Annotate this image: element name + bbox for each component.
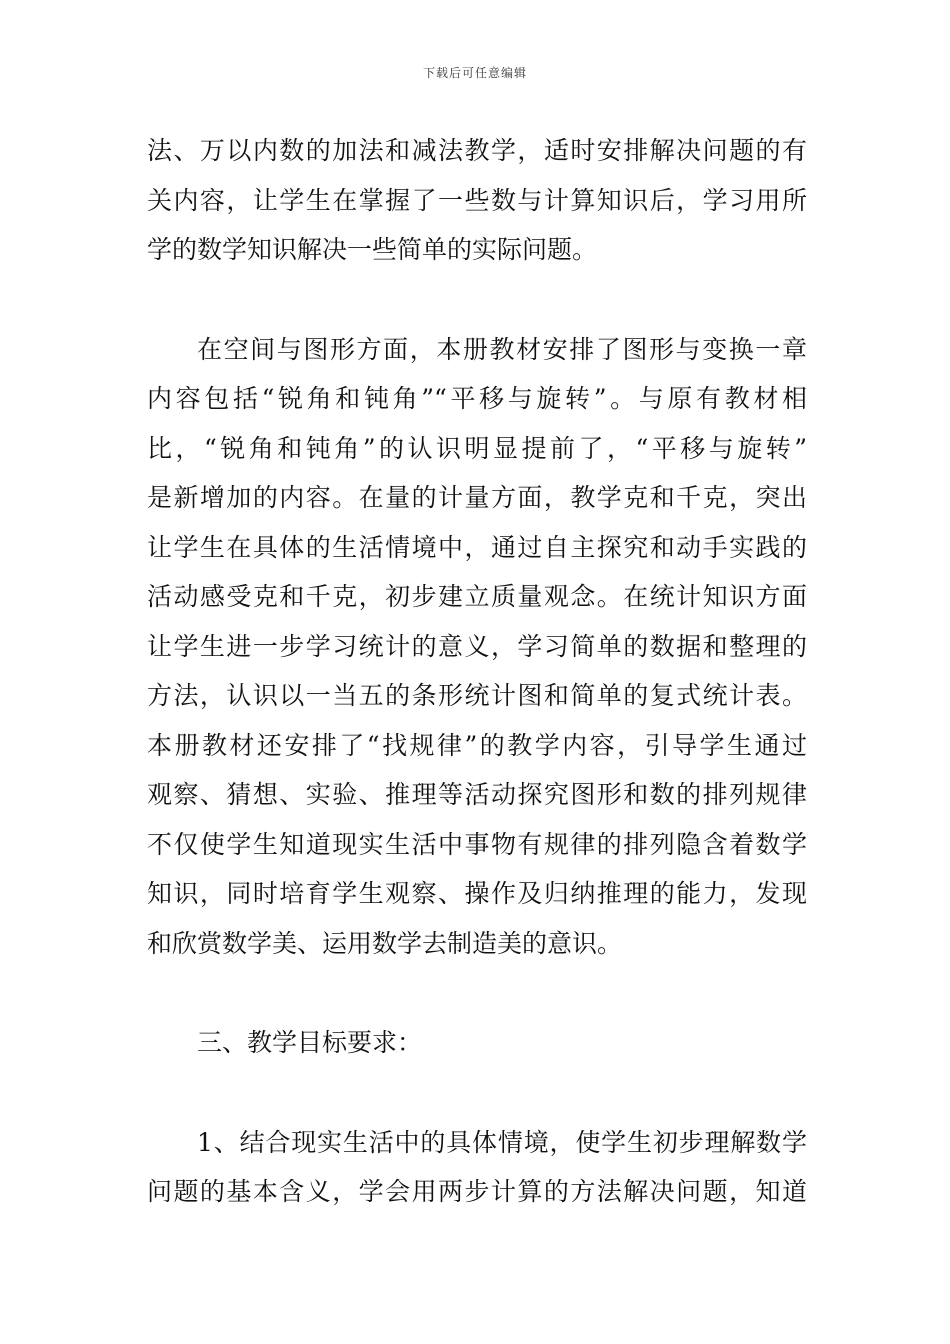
text-line: 内容包括“锐角和钝角”“平移与旋转”。与原有教材相 <box>147 384 807 413</box>
page-header: 下载后可任意编辑 <box>422 66 527 80</box>
text-line: 观察、猜想、实验、推理等活动探究图形和数的排列规律 <box>147 780 807 809</box>
text-line: 知识，同时培育学生观察、操作及归纳推理的能力，发现 <box>147 879 807 908</box>
text-line: 三、教学目标要求： <box>197 1028 423 1057</box>
paragraph <box>147 325 807 969</box>
text-line: 本册教材还安排了“找规律”的教学内容，引导学生通过 <box>147 730 807 760</box>
text-line: 让学生在具体的生活情境中，通过自主探究和动手实践的 <box>147 532 807 562</box>
text-line: 关内容，让学生在掌握了一些数与计算知识后，学习用所 <box>147 185 807 215</box>
text-line: 不仅使学生知道现实生活中事物有规律的排列隐含着数学 <box>147 829 807 859</box>
text-line: 学的数学知识解决一些简单的实际问题。 <box>147 235 598 264</box>
paragraph <box>147 126 807 275</box>
paragraph-gap <box>147 275 807 325</box>
text-line: 在空间与图形方面，本册教材安排了图形与变换一章 <box>197 334 807 364</box>
paragraph-gap <box>147 1068 807 1118</box>
text-line: 方法，认识以一当五的条形统计图和简单的复式统计表。 <box>147 681 807 710</box>
text-line: 法、万以内数的加法和减法教学，适时安排解决问题的有 <box>147 136 807 165</box>
section-heading <box>147 1018 807 1068</box>
text-line: 和欣赏数学美、运用数学去制造美的意识。 <box>147 928 623 958</box>
text-line: 问题的基本含义，学会用两步计算的方法解决问题，知道 <box>147 1177 807 1206</box>
document-body <box>147 126 807 1217</box>
text-line: 1、结合现实生活中的具体情境，使学生初步理解数学 <box>197 1127 807 1157</box>
text-line: 让学生进一步学习统计的意义，学习简单的数据和整理的 <box>147 631 807 661</box>
text-line: 活动感受克和千克，初步建立质量观念。在统计知识方面 <box>147 582 807 611</box>
text-line: 比，“锐角和钝角”的认识明显提前了，“平移与旋转” <box>147 433 807 463</box>
paragraph <box>147 1118 807 1217</box>
text-line: 是新增加的内容。在量的计量方面，教学克和千克，突出 <box>147 483 807 512</box>
paragraph-gap <box>147 968 807 1018</box>
